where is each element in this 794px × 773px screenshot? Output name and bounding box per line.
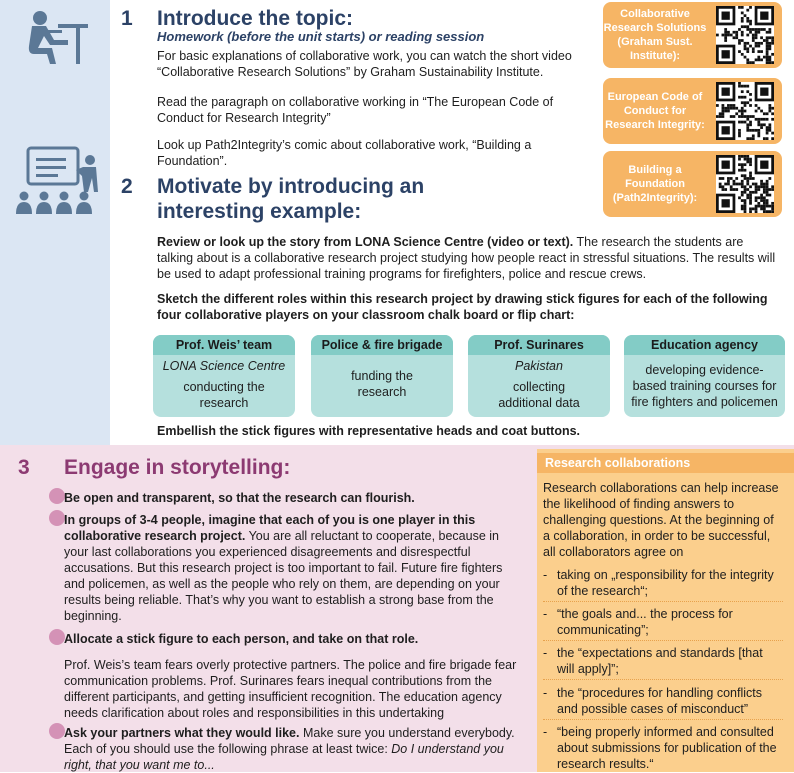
bullet-dot: [49, 488, 65, 504]
role-card-heading: Police & fire brigade: [311, 335, 453, 355]
student-at-desk-icon: [18, 4, 92, 66]
classroom-presentation-icon: [10, 146, 104, 216]
qr-code-icon: [716, 82, 774, 140]
research-collaborations-item: - the “expectations and standards [that will apply]”;: [543, 646, 763, 676]
qr-code-icon: [716, 155, 774, 213]
research-collaborations-intro: Research collaborations can help increase the likelihood of finding answers to challenging questions. At the beginning of a collaboration, in order to be successful, all collaborators agree on: [543, 481, 779, 559]
storytelling-item-bold: Ask your partners what they would like.: [64, 726, 300, 740]
step-2-intro-bold: Review or look up the story from LONA Science Centre (video or text).: [157, 235, 574, 249]
storytelling-item-bold: Allocate a stick figure to each person, and take on that role.: [64, 632, 419, 646]
research-collaborations-item: - “being properly informed and consulted about submissions for publication of the research results.“: [543, 725, 777, 771]
role-card-police-fire-brigade: [311, 335, 453, 417]
storytelling-item-text: You are all reluctant to cooperate, because in your last collaborations you experienced disagreements and disrespectful accusations. But this research project is too important to fail. Future fire fighters and policemen, as well as the people who rely on them, are depending on your results being reliable. That’s why you want to establish a strong base from the beginning.: [64, 529, 503, 623]
research-collaborations-item: - the “procedures for handling conflicts and possible cases of misconduct”: [543, 686, 762, 716]
step-2-title-line-2: interesting example:: [157, 200, 362, 223]
storytelling-item-bold: In groups of 3-4 people, imagine that each of you is one player in this collaborative research project.: [64, 513, 476, 543]
role-card-description: developing evidence-based training courses for fire fighters and policemen: [631, 363, 778, 409]
bullet-dot: [49, 629, 65, 645]
divider: [543, 719, 783, 720]
qr-card-label: Collaborative Research Solutions (Graham Sust. Institute):: [603, 8, 707, 62]
divider: [543, 601, 783, 602]
step-1-subtitle: Homework (before the unit starts) or reading session: [157, 29, 485, 44]
step-1-paragraph: For basic explanations of collaborative work, you can watch the short video “Collaborative Research Solutions” by Graham Sustainability Institute.: [157, 49, 572, 79]
step-2-embellish-instruction: Embellish the stick figures with representative heads and coat buttons.: [157, 424, 581, 438]
qr-card-label: European Code of Conduct for Research Integrity:: [605, 91, 705, 131]
role-card-description: collecting additional data: [498, 380, 580, 410]
role-card-heading: Prof. Surinares: [468, 335, 610, 355]
divider: [543, 640, 783, 641]
step-2-title-line-1: Motivate by introducing an: [157, 175, 425, 198]
role-card-heading: Education agency: [624, 335, 785, 355]
step-1-paragraph: Look up Path2Integrity’s comic about collaborative work, “Building a Foundation”.: [157, 138, 532, 168]
step-1-paragraph: Read the paragraph on collaborative working in “The European Code of Conduct for Research Integrity”: [157, 95, 554, 125]
step-1-title: Introduce the topic:: [157, 7, 353, 30]
divider: [543, 679, 783, 680]
role-fears-paragraph: Prof. Weis’s team fears overly protective partners. The police and fire brigade fear communication problems. Prof. Surinares fears inequal contributions from the different participants, and getting insufficient recognition. The education agency needs clarification about roles and responsibilities in this undertaking: [64, 658, 517, 720]
step-1-number: 1: [121, 7, 133, 30]
step-3-number: 3: [18, 456, 30, 479]
step-2-number: 2: [121, 175, 133, 198]
role-card-heading: Prof. Weis’ team: [153, 335, 295, 355]
role-card-description: funding the research: [351, 369, 413, 399]
role-card-prof-surinares: [468, 335, 610, 417]
research-collaborations-item: - taking on „responsibility for the integrity of the research“;: [543, 568, 774, 598]
bullet-dot: [49, 723, 65, 739]
storytelling-item: [64, 725, 526, 773]
qr-code-icon: [716, 6, 774, 64]
step-3-title: Engage in storytelling:: [64, 456, 291, 479]
qr-card-building-a-foundation[interactable]: [603, 151, 782, 217]
role-card-prof-weis-team: [153, 335, 295, 417]
research-collaborations-heading: Research collaborations: [537, 453, 794, 473]
role-card-organization: LONA Science Centre: [162, 359, 286, 373]
bullet-dot: [49, 510, 65, 526]
storytelling-item-bold: Be open and transparent, so that the research can flourish.: [64, 491, 415, 505]
qr-card-collaborative-research-solutions[interactable]: [603, 2, 782, 68]
step-2-intro: [157, 234, 781, 282]
roles-row: [153, 335, 785, 417]
storytelling-item: [64, 512, 526, 624]
storytelling-item-italic: Do I understand you right, that you want me to...: [64, 742, 504, 772]
qr-card-label: Building a Foundation (Path2Integrity):: [612, 164, 698, 204]
qr-card-european-code-of-conduct[interactable]: [603, 78, 782, 144]
role-card-organization: Pakistan: [515, 359, 563, 373]
research-collaborations-item: - “the goals and... the process for communicating”;: [543, 607, 733, 637]
left-margin-strip: [0, 0, 110, 445]
storytelling-item-text: Make sure you understand everybody. Each of you should use the following phrase at least twice:: [64, 726, 515, 756]
step-2-intro-text: The research the students are talking about is a collaborative research project studying how people react in stressful situations. The results will be used to adapt professional training programs for firefighters, police and rescue crews.: [157, 235, 776, 281]
storytelling-item: [64, 631, 524, 647]
step-2-sketch-instruction: Sketch the different roles within this research project by drawing stick figures for each of the following four collaborative players on your classroom chalk board or flip chart:: [157, 292, 768, 322]
role-card-description: conducting the research: [183, 380, 265, 410]
storytelling-item: [64, 490, 524, 506]
role-card-education-agency: [624, 335, 785, 417]
